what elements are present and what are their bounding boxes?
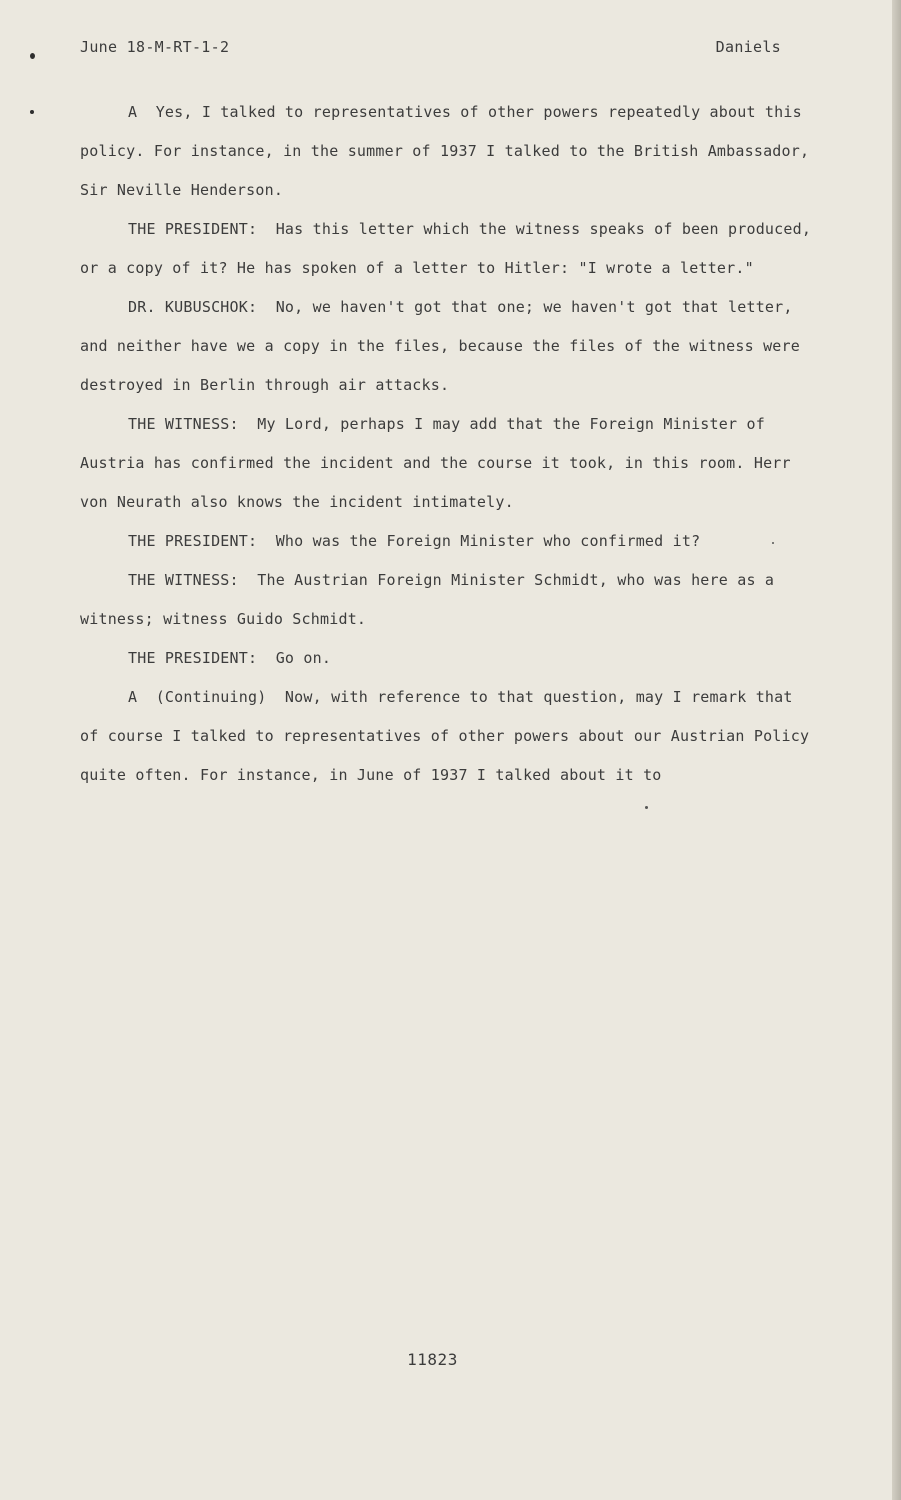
transcript-line: quite often. For instance, in June of 1937 I talked about it to	[80, 766, 662, 784]
transcript-line: THE WITNESS: The Austrian Foreign Minister Schmidt, who was here as a	[128, 571, 775, 589]
ink-speck	[772, 542, 774, 544]
transcript-line: THE WITNESS: My Lord, perhaps I may add that the Foreign Minister of	[128, 415, 765, 433]
page-number: 11823	[407, 1350, 458, 1369]
transcript-line: von Neurath also knows the incident intimately.	[80, 493, 514, 511]
ink-speck	[645, 806, 648, 809]
transcript-body	[80, 93, 850, 795]
transcript-line: THE PRESIDENT: Has this letter which the witness speaks of been produced,	[128, 220, 812, 238]
transcript-line: destroyed in Berlin through air attacks.	[80, 376, 450, 394]
punch-hole-mark	[30, 53, 35, 59]
transcript-line: policy. For instance, in the summer of 1937 I talked to the British Ambassador,	[80, 142, 810, 160]
transcript-line: A Yes, I talked to representatives of other powers repeatedly about this	[128, 103, 802, 121]
punch-hole-mark	[30, 110, 34, 114]
typist-name: Daniels	[715, 38, 781, 56]
transcript-line: of course I talked to representatives of other powers about our Austrian Policy	[80, 727, 810, 745]
transcript-line: Austria has confirmed the incident and the course it took, in this room. Herr	[80, 454, 791, 472]
document-reference: June 18-M-RT-1-2	[80, 38, 230, 56]
transcript-line: and neither have we a copy in the files, because the files of the witness were	[80, 337, 800, 355]
page-edge-shadow	[892, 0, 901, 1500]
transcript-line: witness; witness Guido Schmidt.	[80, 610, 367, 628]
transcript-line: THE PRESIDENT: Who was the Foreign Minister who confirmed it?	[128, 532, 701, 550]
transcript-line: DR. KUBUSCHOK: No, we haven't got that one; we haven't got that letter,	[128, 298, 793, 316]
transcript-line: THE PRESIDENT: Go on.	[128, 649, 332, 667]
transcript-line: Sir Neville Henderson.	[80, 181, 284, 199]
transcript-line: A (Continuing) Now, with reference to that question, may I remark that	[128, 688, 793, 706]
transcript-line: or a copy of it? He has spoken of a letter to Hitler: "I wrote a letter."	[80, 259, 754, 277]
